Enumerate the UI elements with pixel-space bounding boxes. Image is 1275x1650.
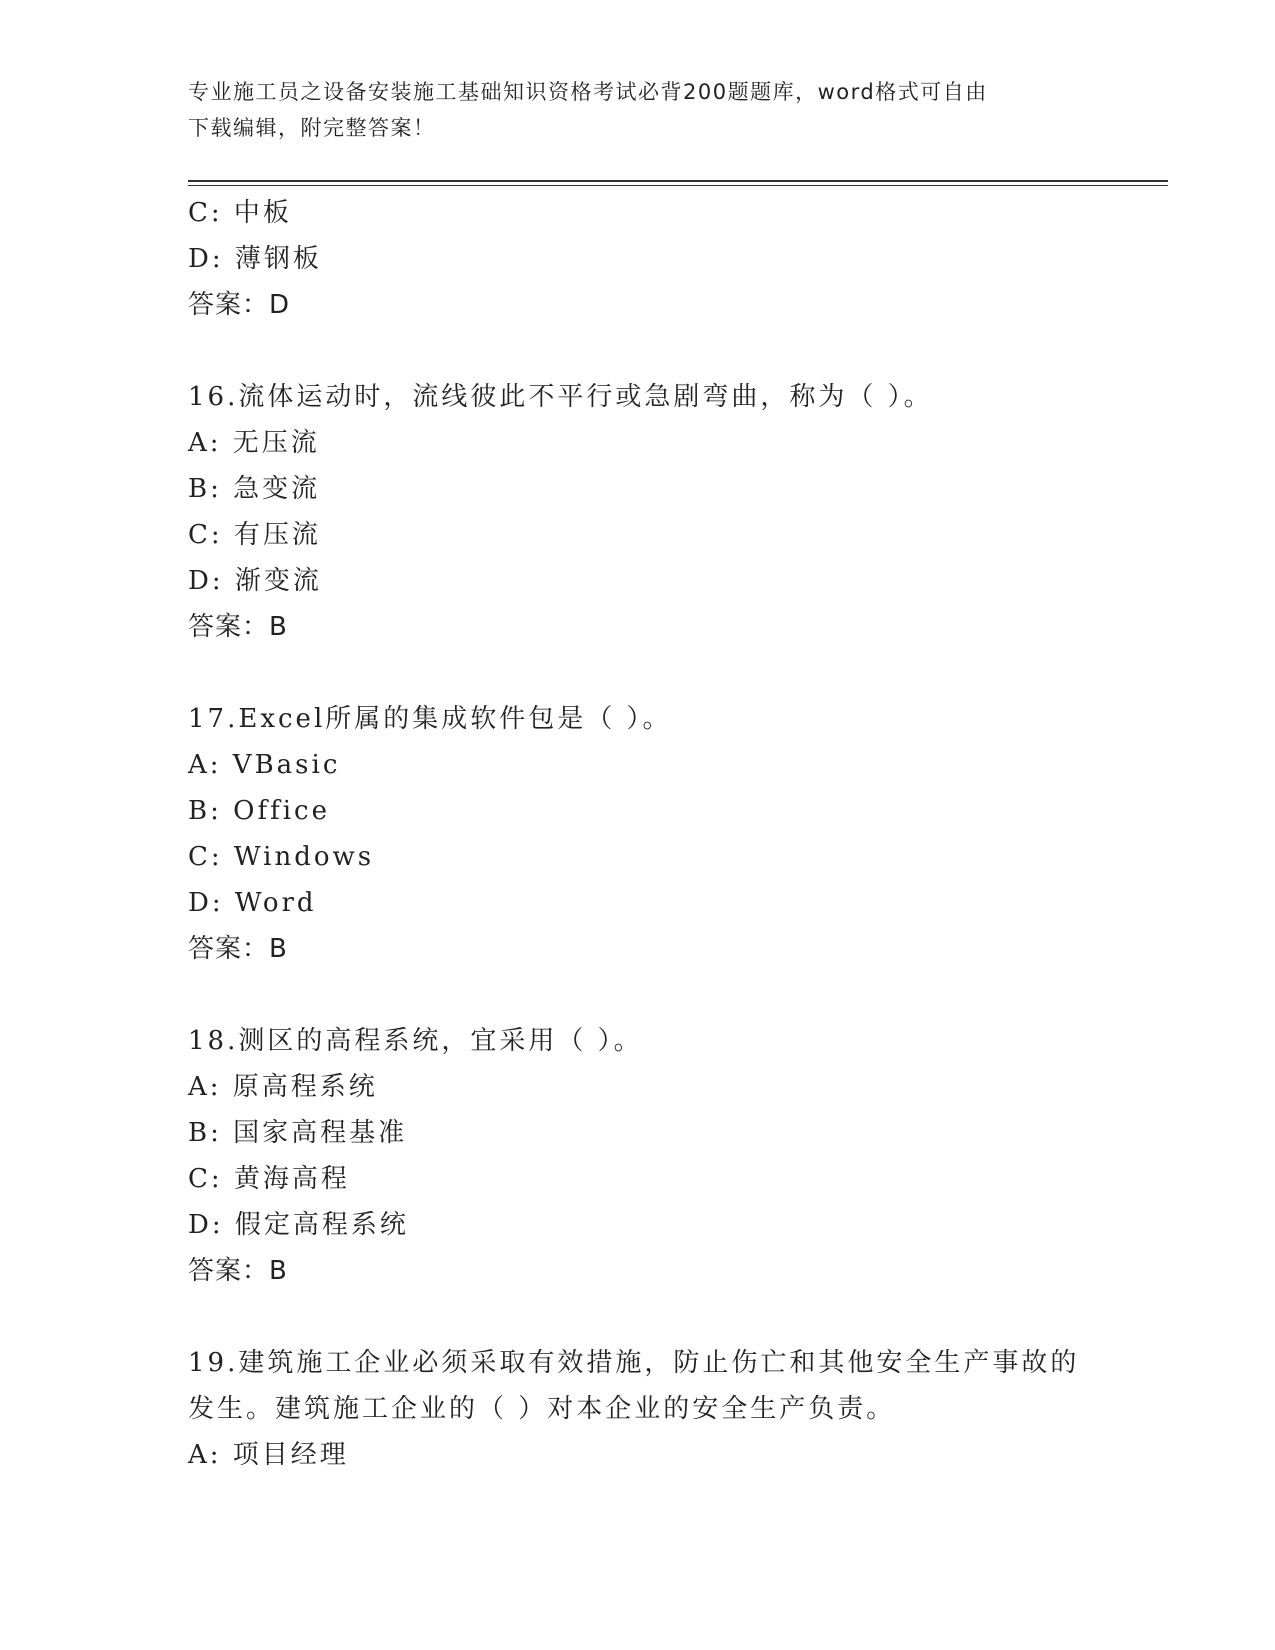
option-b: B: 国家高程基准 — [188, 1118, 408, 1148]
option-c: C: 有压流 — [188, 520, 321, 550]
option-c: C: 中板 — [188, 198, 292, 228]
question-16 — [188, 374, 1088, 650]
option-a: A: 项目经理 — [188, 1440, 349, 1470]
question-19 — [188, 1340, 1088, 1478]
answer: 答案：B — [188, 934, 288, 964]
header-title-line-2: 下载编辑，附完整答案！ — [188, 116, 436, 140]
question-stem-line-2: 发生。建筑施工企业的（ ）对本企业的安全生产负责。 — [188, 1394, 896, 1424]
option-d: D: 薄钢板 — [188, 244, 322, 274]
option-c: C: 黄海高程 — [188, 1164, 350, 1194]
option-a: A: VBasic — [188, 750, 341, 780]
document-header — [188, 74, 1088, 146]
option-c: C: Windows — [188, 842, 375, 872]
question-list — [188, 190, 1088, 1478]
question-stem: 18.测区的高程系统，宜采用（ ）。 — [188, 1026, 643, 1056]
question-18 — [188, 1018, 1088, 1294]
option-d: D: 渐变流 — [188, 566, 322, 596]
option-b: B: Office — [188, 796, 330, 826]
answer: 答案：D — [188, 290, 291, 320]
answer: 答案：B — [188, 612, 288, 642]
option-a: A: 原高程系统 — [188, 1072, 378, 1102]
question-17 — [188, 696, 1088, 972]
spacer — [188, 972, 1088, 1018]
header-divider — [188, 180, 1168, 186]
question-stem: 17.Excel所属的集成软件包是（ ）。 — [188, 704, 672, 734]
option-d: D: 假定高程系统 — [188, 1210, 409, 1240]
question-stem-line-1: 19.建筑施工企业必须采取有效措施，防止伤亡和其他安全生产事故的 — [188, 1348, 1080, 1378]
answer: 答案：B — [188, 1256, 288, 1286]
question-15-tail — [188, 190, 1088, 328]
header-title-line-1: 专业施工员之设备安装施工基础知识资格考试必背200题题库，word格式可自由 — [188, 80, 988, 104]
option-a: A: 无压流 — [188, 428, 320, 458]
spacer — [188, 328, 1088, 374]
option-b: B: 急变流 — [188, 474, 321, 504]
spacer — [188, 1294, 1088, 1340]
option-d: D: Word — [188, 888, 317, 918]
question-stem: 16.流体运动时，流线彼此不平行或急剧弯曲，称为（ ）。 — [188, 382, 933, 412]
spacer — [188, 650, 1088, 696]
